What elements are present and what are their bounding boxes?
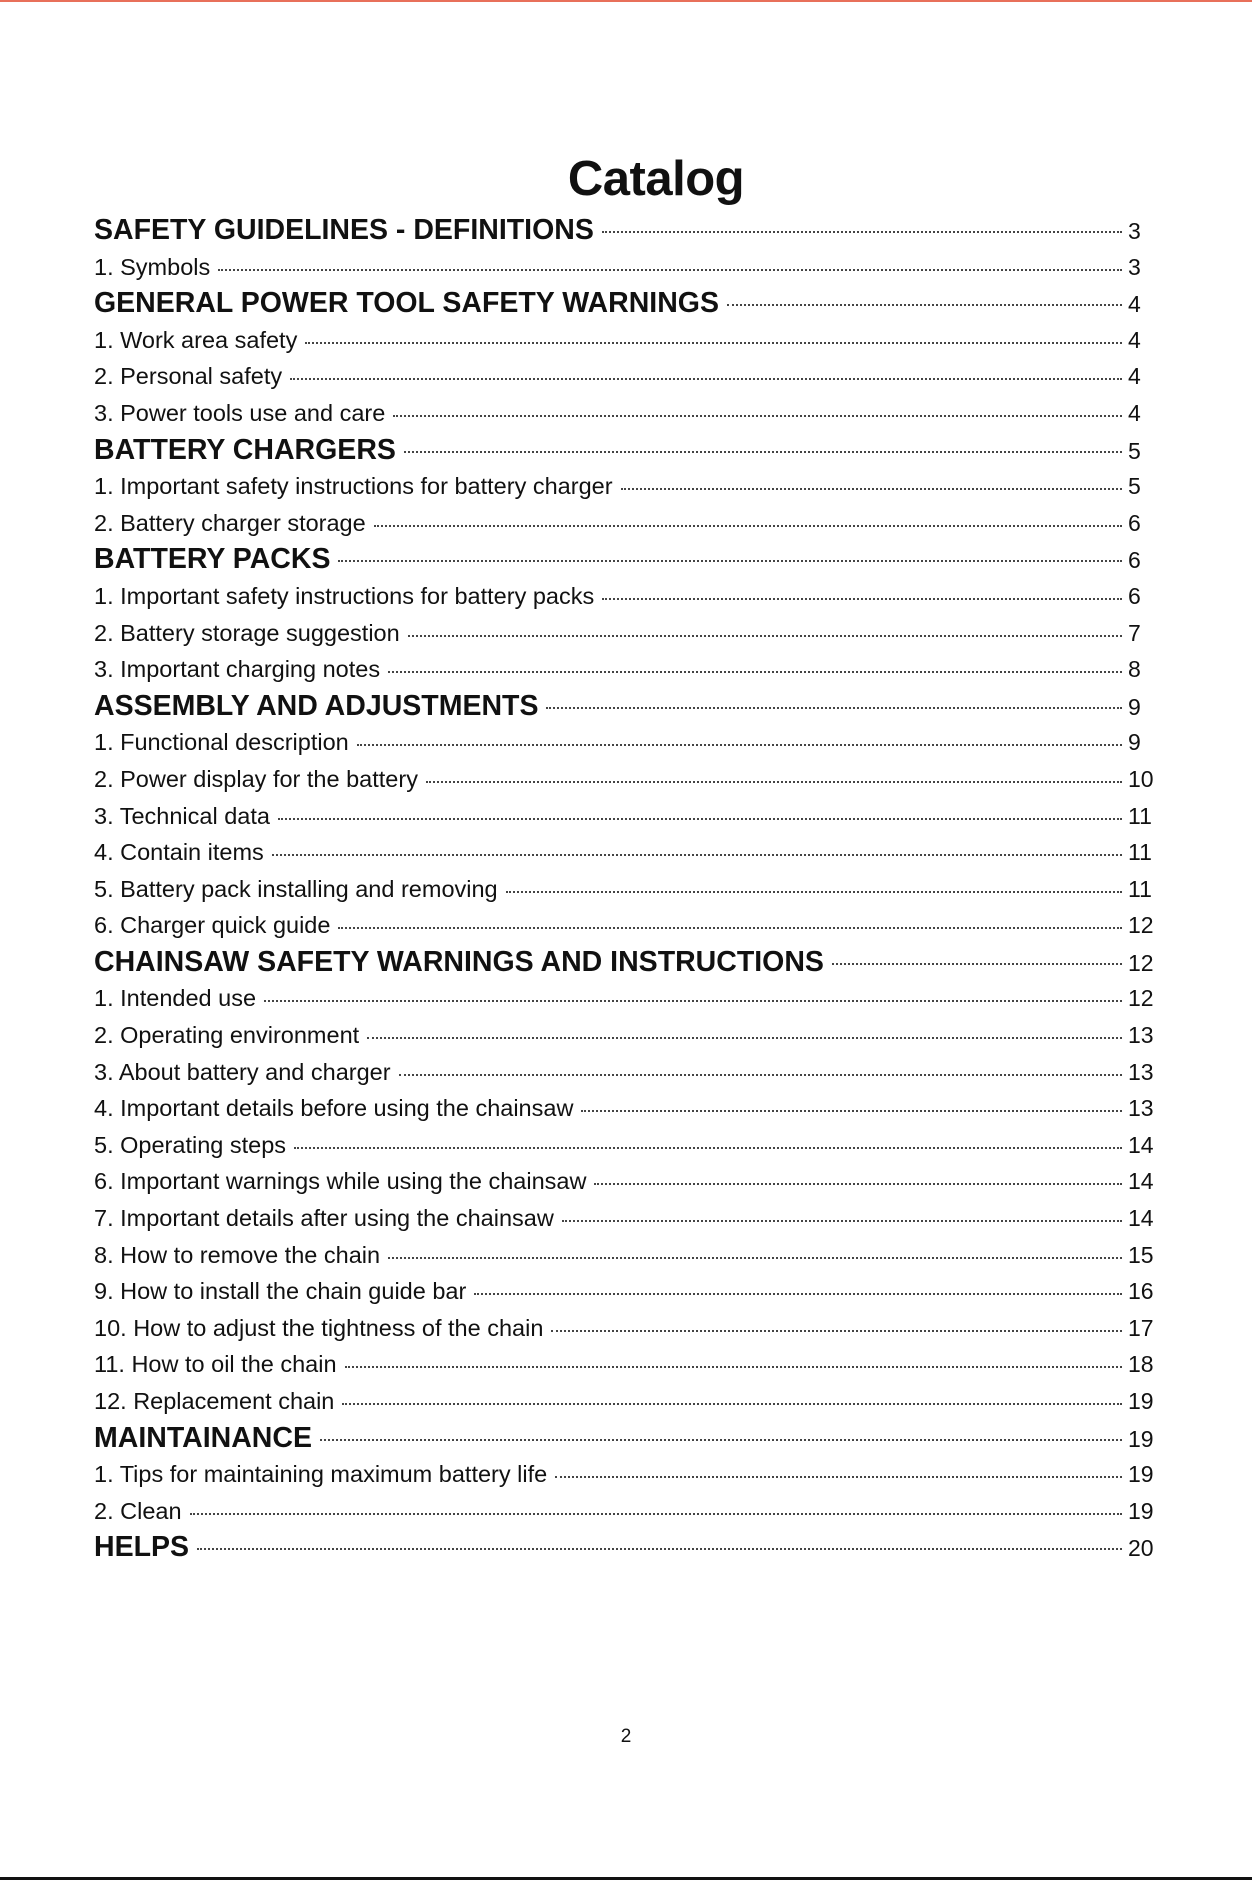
- dot-leader: [357, 742, 1122, 746]
- toc-entry-label: 5. Operating steps: [94, 1131, 287, 1158]
- toc-entry-page: 7: [1128, 619, 1141, 646]
- toc-entry-page: 8: [1128, 656, 1141, 683]
- toc-entry-page: 4: [1128, 291, 1141, 318]
- toc-entry-label: 2. Clean: [94, 1497, 182, 1524]
- toc-item[interactable]: [94, 358, 1166, 395]
- dot-leader: [832, 961, 1122, 965]
- toc-entry-page: 3: [1128, 253, 1141, 280]
- dot-leader: [727, 302, 1122, 306]
- toc-item[interactable]: [94, 1163, 1166, 1200]
- dot-leader: [562, 1218, 1122, 1222]
- dot-leader: [404, 449, 1122, 453]
- toc-entry-page: 17: [1128, 1314, 1154, 1341]
- top-rule: [0, 0, 1252, 2]
- toc-entry-page: 11: [1128, 802, 1152, 829]
- toc-entry-page: 6: [1128, 582, 1141, 609]
- toc-entry-page: 4: [1128, 363, 1141, 390]
- toc-item[interactable]: [94, 871, 1166, 908]
- dot-leader: [621, 486, 1122, 490]
- toc-entry-label: 1. Important safety instructions for battery charger: [94, 473, 613, 500]
- dot-leader: [388, 1255, 1122, 1259]
- dot-leader: [374, 523, 1122, 527]
- toc-entry-page: 9: [1128, 729, 1141, 756]
- toc-entry-page: 14: [1128, 1131, 1154, 1158]
- toc-entry-label: 4. Contain items: [94, 839, 264, 866]
- toc-entry-page: 6: [1128, 547, 1141, 574]
- page-title: Catalog: [567, 151, 745, 206]
- toc-item[interactable]: [94, 1237, 1166, 1274]
- toc-entry-page: 13: [1128, 1095, 1154, 1122]
- dot-leader: [338, 558, 1122, 562]
- toc-entry-page: 14: [1128, 1205, 1154, 1232]
- toc-item[interactable]: [94, 1017, 1166, 1054]
- toc-item[interactable]: [94, 468, 1166, 505]
- toc-entry-page: 19: [1128, 1461, 1154, 1488]
- dot-leader: [408, 633, 1122, 637]
- dot-leader: [197, 1546, 1122, 1550]
- toc-item[interactable]: [94, 651, 1166, 688]
- dot-leader: [342, 1401, 1122, 1405]
- toc-entry-page: 3: [1128, 218, 1141, 244]
- toc-section[interactable]: [94, 432, 1166, 469]
- toc-entry-label: MAINTAINANCE: [94, 1421, 312, 1454]
- toc-entry-page: 15: [1128, 1241, 1154, 1268]
- toc-item[interactable]: [94, 395, 1166, 432]
- table-of-contents: [94, 212, 1166, 1566]
- toc-entry-label: 1. Functional description: [94, 729, 349, 756]
- toc-item[interactable]: [94, 505, 1166, 542]
- toc-entry-page: 18: [1128, 1351, 1154, 1378]
- dot-leader: [555, 1474, 1122, 1478]
- toc-entry-label: 4. Important details before using the chainsaw: [94, 1095, 574, 1122]
- toc-item[interactable]: [94, 1493, 1166, 1530]
- toc-item[interactable]: [94, 1090, 1166, 1127]
- dot-leader: [602, 596, 1122, 600]
- toc-entry-label: 3. About battery and charger: [94, 1058, 391, 1085]
- toc-entry-page: 5: [1128, 437, 1141, 464]
- dot-leader: [506, 889, 1122, 893]
- toc-entry-page: 13: [1128, 1022, 1154, 1049]
- dot-leader: [264, 998, 1122, 1002]
- toc-item[interactable]: [94, 1054, 1166, 1091]
- toc-entry-page: 12: [1128, 949, 1154, 976]
- toc-section[interactable]: [94, 944, 1166, 981]
- dot-leader: [551, 1328, 1122, 1332]
- dot-leader: [367, 1035, 1122, 1039]
- dot-leader: [294, 1145, 1122, 1149]
- toc-entry-page: 9: [1128, 693, 1141, 720]
- toc-entry-label: 2. Battery storage suggestion: [94, 619, 400, 646]
- toc-entry-page: 12: [1128, 985, 1154, 1012]
- toc-entry-label: 2. Operating environment: [94, 1022, 360, 1049]
- toc-entry-label: HELPS: [94, 1531, 190, 1564]
- toc-entry-label: 2. Power display for the battery: [94, 765, 418, 792]
- toc-entry-label: SAFETY GUIDELINES - DEFINITIONS: [94, 214, 594, 246]
- toc-item[interactable]: [94, 1346, 1166, 1383]
- toc-section[interactable]: [94, 688, 1166, 725]
- toc-entry-page: 20: [1128, 1535, 1154, 1562]
- toc-item[interactable]: [94, 1200, 1166, 1237]
- dot-leader: [320, 1437, 1122, 1441]
- toc-entry-label: 1. Symbols: [94, 253, 211, 280]
- dot-leader: [190, 1511, 1122, 1515]
- dot-leader: [474, 1291, 1122, 1295]
- toc-item[interactable]: [94, 834, 1166, 871]
- toc-entry-page: 16: [1128, 1278, 1154, 1305]
- dot-leader: [399, 1072, 1122, 1076]
- toc-item[interactable]: [94, 1456, 1166, 1493]
- toc-item[interactable]: [94, 798, 1166, 835]
- dot-leader: [338, 925, 1122, 929]
- toc-entry-page: 11: [1128, 839, 1152, 866]
- toc-entry-page: 19: [1128, 1497, 1154, 1524]
- toc-item[interactable]: [94, 724, 1166, 761]
- dot-leader: [388, 669, 1122, 673]
- toc-section[interactable]: [94, 285, 1166, 322]
- toc-entry-label: 10. How to adjust the tightness of the chain: [94, 1314, 544, 1341]
- toc-item[interactable]: [94, 615, 1166, 652]
- toc-entry-label: BATTERY PACKS: [94, 543, 331, 576]
- toc-entry-label: 2. Battery charger storage: [94, 509, 366, 536]
- toc-section[interactable]: [94, 1529, 1166, 1566]
- dot-leader: [278, 816, 1122, 820]
- dot-leader: [594, 1181, 1122, 1185]
- toc-entry-label: 3. Important charging notes: [94, 656, 381, 683]
- dot-leader: [393, 413, 1122, 417]
- dot-leader: [426, 779, 1122, 783]
- toc-entry-page: 13: [1128, 1058, 1154, 1085]
- toc-entry-label: 3. Technical data: [94, 802, 270, 829]
- toc-item[interactable]: [94, 1383, 1166, 1420]
- toc-entry-page: 14: [1128, 1168, 1154, 1195]
- dot-leader: [602, 229, 1122, 233]
- toc-item[interactable]: [94, 1310, 1166, 1347]
- page-number: 2: [620, 1726, 632, 1747]
- dot-leader: [218, 267, 1122, 271]
- toc-entry-page: 5: [1128, 473, 1141, 500]
- dot-leader: [581, 1108, 1122, 1112]
- dot-leader: [290, 376, 1122, 380]
- toc-entry-label: 3. Power tools use and care: [94, 399, 386, 426]
- toc-entry-page: 19: [1128, 1425, 1154, 1452]
- dot-leader: [345, 1364, 1122, 1368]
- toc-entry-page: 6: [1128, 509, 1141, 536]
- toc-entry-label: 6. Important warnings while using the chainsaw: [94, 1168, 587, 1195]
- toc-section[interactable]: [94, 212, 1166, 249]
- toc-entry-page: 4: [1128, 326, 1141, 353]
- toc-entry-label: 12. Replacement chain: [94, 1388, 335, 1414]
- toc-entry-label: 6. Charger quick guide: [94, 912, 331, 939]
- toc-item[interactable]: [94, 249, 1166, 286]
- toc-item[interactable]: [94, 907, 1166, 944]
- toc-item[interactable]: [94, 980, 1166, 1017]
- toc-entry-page: 12: [1128, 912, 1154, 939]
- toc-item[interactable]: [94, 322, 1166, 359]
- toc-entry-label: GENERAL POWER TOOL SAFETY WARNINGS: [94, 287, 719, 320]
- toc-entry-label: 9. How to install the chain guide bar: [94, 1278, 467, 1305]
- toc-entry-page: 4: [1128, 399, 1141, 426]
- toc-entry-label: 1. Intended use: [94, 985, 257, 1012]
- toc-item[interactable]: [94, 1273, 1166, 1310]
- toc-entry-label: 1. Important safety instructions for battery packs: [94, 582, 595, 609]
- toc-entry-page: 10: [1128, 765, 1154, 792]
- toc-entry-label: ASSEMBLY AND ADJUSTMENTS: [94, 689, 539, 722]
- toc-item[interactable]: [94, 761, 1166, 798]
- toc-entry-label: 2. Personal safety: [94, 363, 283, 390]
- toc-section[interactable]: [94, 541, 1166, 578]
- dot-leader: [305, 340, 1122, 344]
- toc-entry-label: CHAINSAW SAFETY WARNINGS AND INSTRUCTIONS: [94, 945, 824, 978]
- toc-entry-label: BATTERY CHARGERS: [94, 433, 396, 466]
- toc-entry-page: 19: [1128, 1388, 1154, 1414]
- toc-item[interactable]: [94, 1127, 1166, 1164]
- toc-entry-label: 8. How to remove the chain: [94, 1241, 381, 1268]
- toc-item[interactable]: [94, 578, 1166, 615]
- toc-entry-label: 7. Important details after using the chainsaw: [94, 1205, 554, 1232]
- toc-entry-label: 5. Battery pack installing and removing: [94, 875, 498, 902]
- dot-leader: [272, 852, 1122, 856]
- toc-section[interactable]: [94, 1420, 1166, 1457]
- toc-entry-label: 1. Work area safety: [94, 326, 298, 353]
- toc-entry-label: 1. Tips for maintaining maximum battery life: [94, 1461, 548, 1488]
- toc-entry-label: 11. How to oil the chain: [94, 1351, 337, 1378]
- toc-entry-page: 11: [1128, 875, 1152, 902]
- dot-leader: [546, 705, 1122, 709]
